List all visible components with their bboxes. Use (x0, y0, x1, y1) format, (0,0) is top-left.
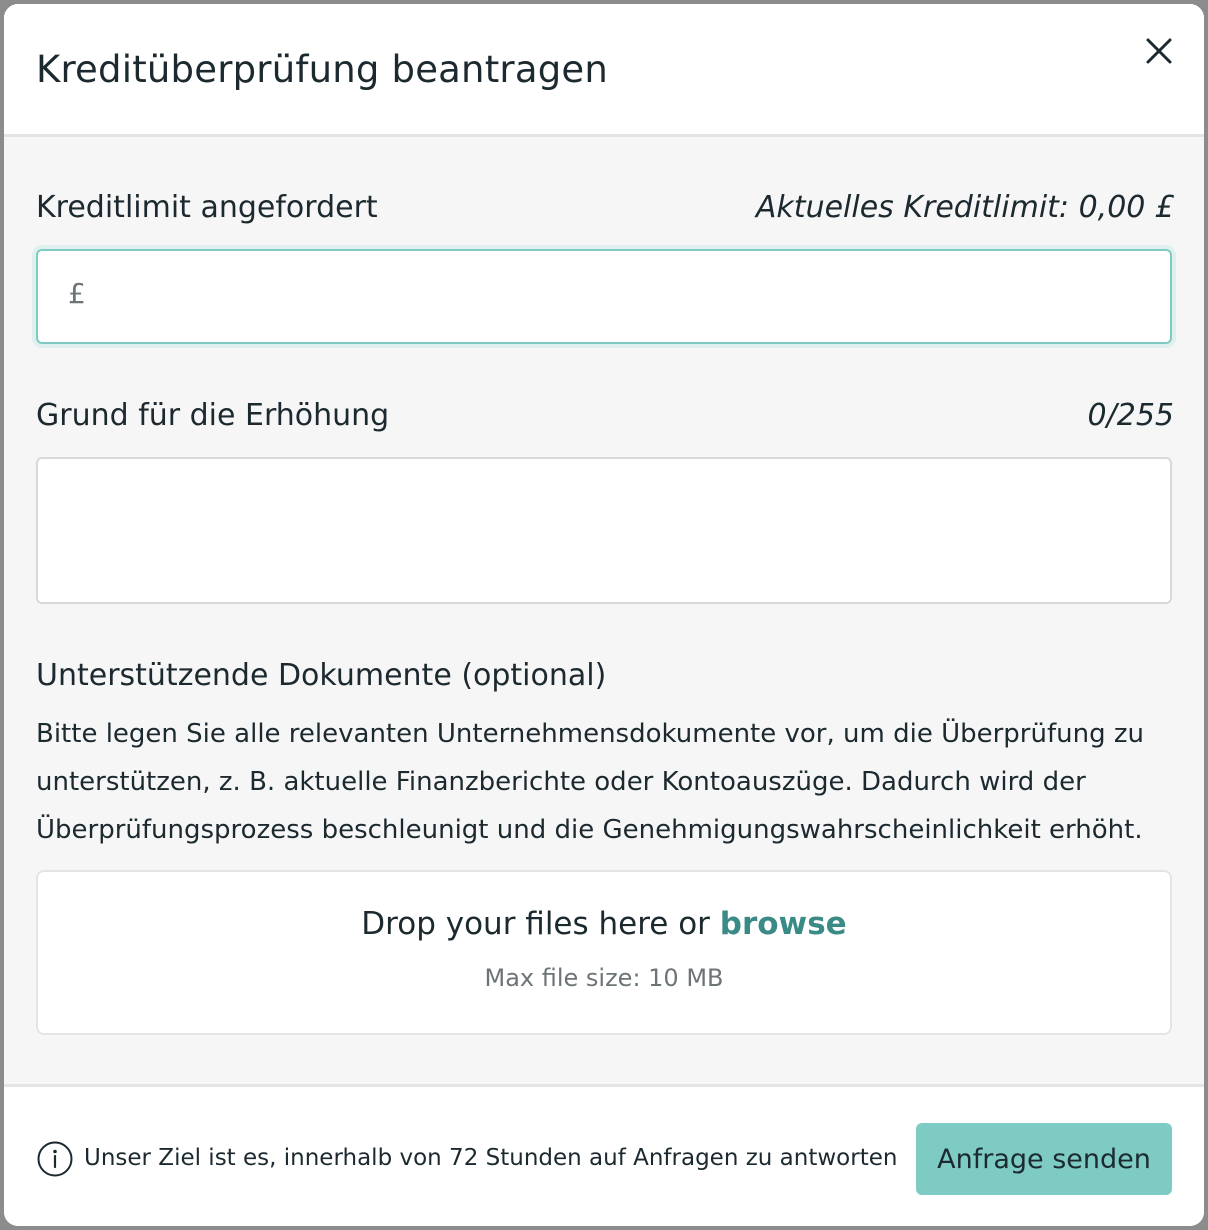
currency-symbol: £ (68, 277, 86, 310)
reason-label: Grund für die Erhöhung (36, 398, 390, 433)
credit-limit-input[interactable] (108, 251, 1158, 342)
close-button[interactable] (1140, 32, 1178, 70)
current-limit-text: Aktuelles Kreditlimit: 0,00 £ (755, 190, 1174, 225)
response-time-note: Unser Ziel ist es, innerhalb von 72 Stunden auf Anfragen zu antworten (84, 1145, 898, 1171)
drop-text (38, 906, 1170, 942)
reason-textarea[interactable] (36, 457, 1172, 604)
drop-prompt: Drop your files here or (361, 906, 720, 942)
credit-limit-field (36, 249, 1172, 344)
submit-request-button[interactable]: Anfrage senden (916, 1123, 1172, 1195)
file-dropzone[interactable] (36, 870, 1172, 1035)
info-icon (36, 1140, 74, 1178)
documents-description: Bitte legen Sie alle relevanten Unternehmensdokumente vor, um die Überprüfung zu unterstützen, z. B. aktuelle Finanzberichte oder Kontoauszüge. Dadurch wird der Überprüfungsprozess beschleunigt und die Genehmigungswahrscheinlichkeit erhöht. (36, 719, 1144, 845)
reason-char-count: 0/255 (1087, 398, 1174, 433)
credit-limit-label: Kreditlimit angefordert (36, 190, 378, 225)
modal-header (4, 4, 1204, 137)
credit-review-modal (4, 4, 1204, 1226)
max-file-size: Max file size: 10 MB (484, 964, 724, 992)
modal-footer (4, 1084, 1204, 1226)
browse-link[interactable]: browse (719, 906, 847, 942)
modal-title: Kreditüberprüfung beantragen (36, 48, 608, 91)
documents-heading: Unterstützende Dokumente (optional) (36, 658, 607, 693)
close-icon (1140, 32, 1178, 70)
